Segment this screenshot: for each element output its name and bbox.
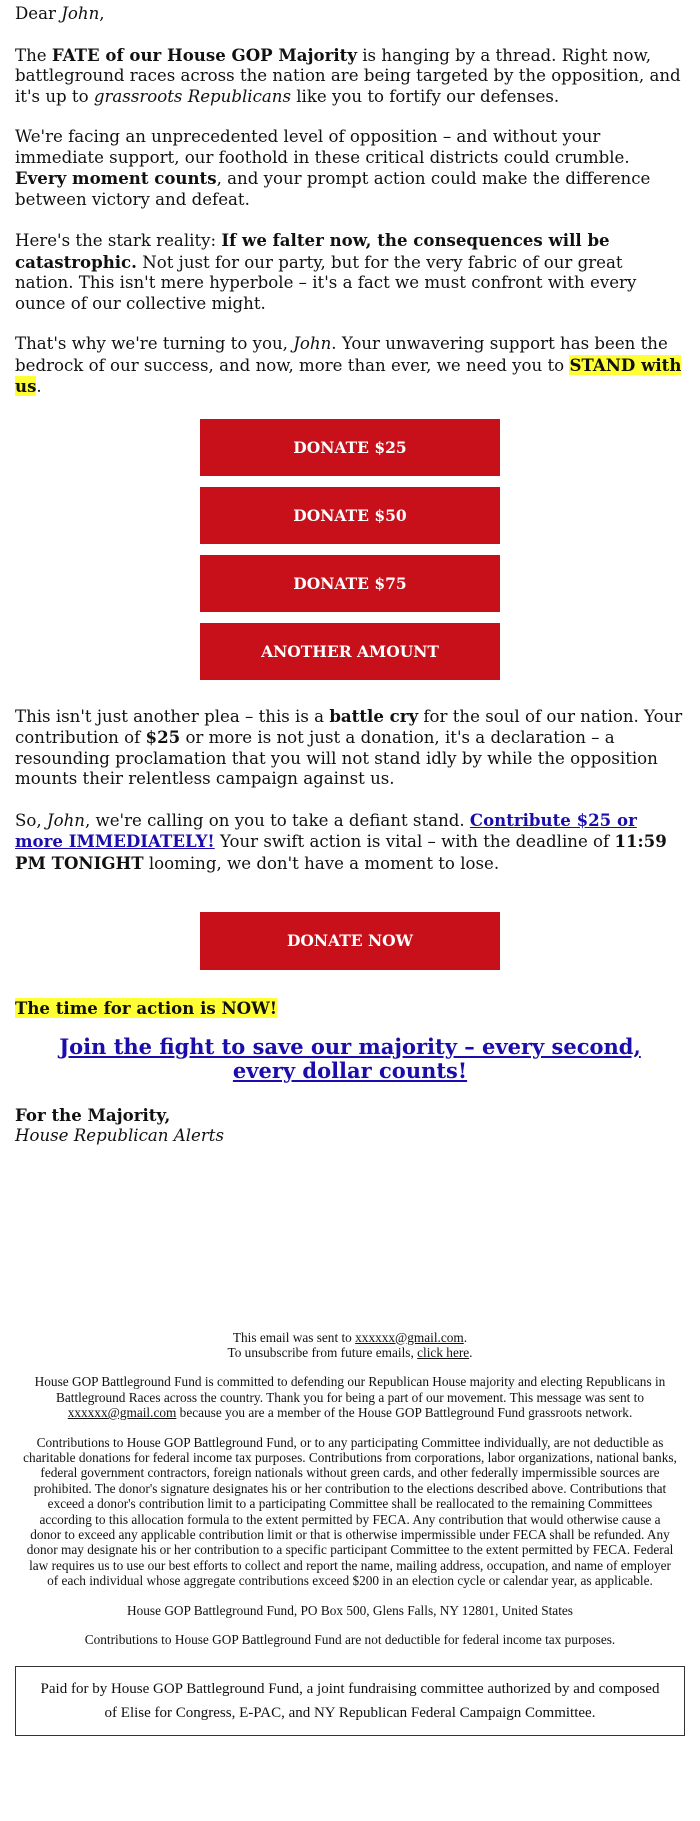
text: This email was sent to [232,1329,356,1345]
text: . [36,377,42,396]
footer-email-link[interactable]: xxxxxx@gmail.com [355,1329,464,1345]
paragraph-battle-cry [15,706,685,790]
donate-75-button[interactable]: DONATE $75 [200,555,500,612]
highlight-text: STAND with us [15,354,682,396]
footer-address: House GOP Battleground Fund, PO Box 500, Glens Falls, NY 12801, United States [127,1602,573,1618]
paragraph-turning [15,334,685,398]
text: , and your prompt action could make the difference between victory and defeat. [15,169,651,209]
donate-button-group [15,419,685,680]
text: for the soul of our nation. Your contribution of [15,706,683,747]
signoff-line2: House Republican Alerts [15,1126,224,1145]
text: We're facing an unprecedented level of opposition – and without your immediate support, our foothold in these critical districts could crumble. [15,127,630,167]
paragraph-reality [15,230,685,314]
time-for-action [15,998,685,1020]
greeting [15,0,685,25]
text: because you are a member of the House GOP Battleground Fund grassroots network. [176,1405,633,1421]
footer-not-deductible: Contributions to House GOP Battleground Fund are not deductible for federal income tax purposes. [84,1632,616,1647]
italic-text: John [46,810,85,830]
greeting-name: John [61,4,100,23]
text: House GOP Battleground Fund is committed to defending our Republican House majority and electing Republicans in Battleground Races across the country. Thank you for being a part of our movement. This message was sent to [34,1374,666,1405]
greeting-suffix: , [99,4,105,23]
text: This isn't just another plea – this is a [15,706,330,726]
footer-unsubscribe [15,1345,685,1360]
contribute-link[interactable]: Contribute $25 or more IMMEDIATELY! [15,809,637,851]
another-amount-button[interactable]: ANOTHER AMOUNT [200,623,500,680]
signoff-line1: For the Majority, [15,1104,171,1125]
bold-text: Every moment counts [15,168,217,188]
highlight-text: The time for action is NOW! [15,998,278,1018]
text: , we're calling on you to take a defiant stand. [84,810,470,830]
text: Not just for our party, but for the very fabric of our great nation. This isn't mere hyperbole – it's a fact we must confront with every ounce of our collective might. [15,252,637,313]
italic-text: John [293,334,332,353]
italic-text: grassroots Republicans [93,86,291,106]
bold-text: 11:59 PM TONIGHT [15,831,667,873]
text: The [15,45,52,65]
text: . [469,1344,473,1360]
paragraph-opposition [15,127,685,210]
text: That's why we're turning to you, [15,334,294,353]
footer-legal: Contributions to House GOP Battleground Fund, or to any participating Committee individually, are not deductible as charitable donations for federal income tax purposes. Contributions from corporations, labor organizations, national banks, federal government contractors, foreign nationals without green cards, and other federally impermissible sources are prohibited. The donor's signature designates his or her contribution to the elections described above. Contributions that exceed a donor's contribution limit to a participating Committee shall be reallocated to the remaining Committees according to this allocation formula to the extent permitted by FECA. Any contribution that would otherwise cause a donor to exceed any applicable contribution limit or that is otherwise impermissible under FECA shall be refunded. Any donor may designate his or her contribution to a specific participant Committee to the extent permitted by FECA. Federal law requires us to use our best efforts to collect and report the name, mailing address, occupation, and name of employer of each individual whose aggregate contributions exceed $200 in an election cycle or calendar year, as applicable. [23,1434,677,1589]
footer-mission-email-link[interactable]: xxxxxx@gmail.com [67,1405,177,1421]
bold-text: If we falter now, the consequences will be catastrophic. [15,230,610,272]
text: So, [15,810,47,830]
paragraph-defiant-stand [15,810,685,875]
text: or more is not just a donation, it's a declaration – a resounding proclamation that you will not stand idly by while the opposition mounts their relentless campaign against us. [15,728,658,788]
signoff [15,1105,685,1147]
paid-for-box: Paid for by House GOP Battleground Fund, a joint fundraising committee authorized by and composed of Elise for Congress, E-PAC, and NY Republican Federal Campaign Committee. [15,1666,685,1736]
join-fight-link[interactable]: Join the fight to save our majority – every second, every dollar counts! [59,1033,641,1083]
join-fight-paragraph [15,1035,685,1083]
bold-text: FATE of our House GOP Majority [51,44,357,65]
footer [15,1330,685,1737]
bold-text: $25 [145,727,181,747]
donate-25-button[interactable]: DONATE $25 [200,419,500,476]
footer-mission [15,1374,685,1420]
paragraph-fate [15,45,685,108]
text: . Your unwavering support has been the bedrock of our success, and now, more than ever, we need you to [15,334,668,375]
text: . [463,1329,468,1345]
text: like you to fortify our defenses. [290,86,560,106]
donate-now-button[interactable]: DONATE NOW [200,912,500,970]
text: To unsubscribe from future emails, [227,1344,418,1360]
bold-text: battle cry [329,705,419,726]
text: is hanging by a thread. Right now, battleground races across the nation are being targeted by the opposition, and it's up to [15,45,681,106]
text: Your swift action is vital – with the deadline of [214,832,615,851]
greeting-prefix: Dear [15,4,62,23]
text: Here's the stark reality: [15,231,222,250]
unsubscribe-link[interactable]: click here [417,1344,470,1360]
text: looming, we don't have a moment to lose. [143,853,500,873]
footer-sent-to [15,1330,685,1345]
donate-50-button[interactable]: DONATE $50 [200,487,500,544]
